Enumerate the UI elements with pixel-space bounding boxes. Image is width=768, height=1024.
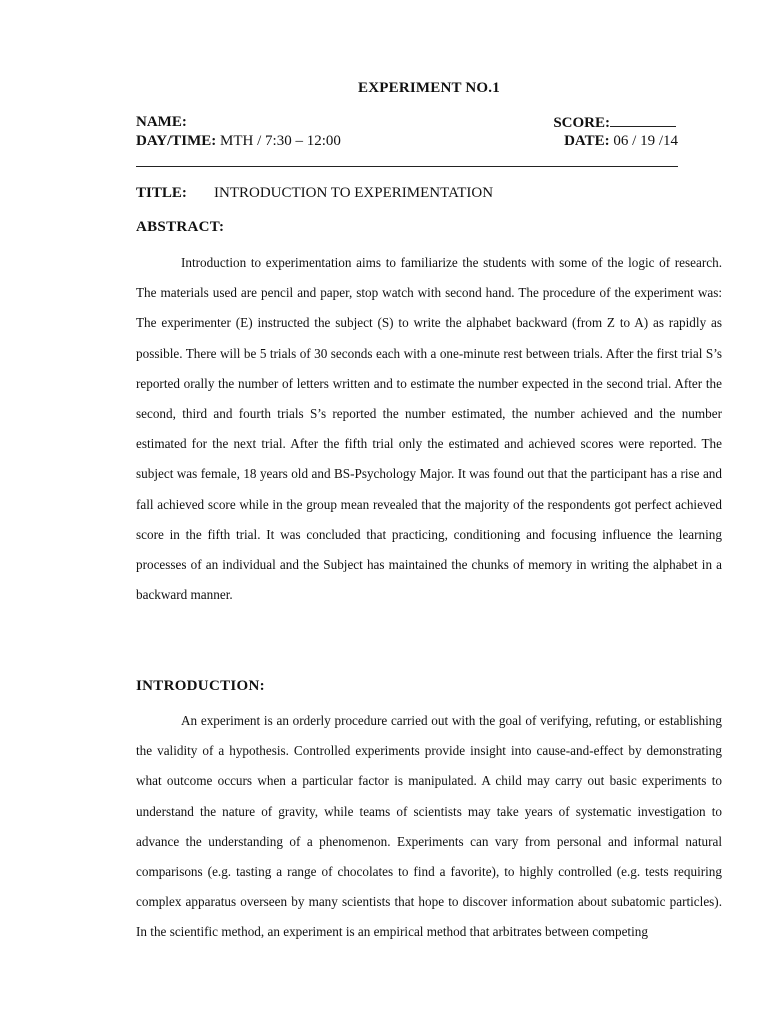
introduction-paragraph: An experiment is an orderly procedure carried out with the goal of verifying, refuting, or establishing the validity of a hypothesis. Controlled experiments provide insight into cause-and-effect by demonstrating what outcome occurs when a particular factor is manipulated. A child may carry out basic experiments to understand the nature of gravity, while teams of scientists may take years of systematic investigation to advance the understanding of a phenomenon. Experiments can vary from personal and informal natural comparisons (e.g. tasting a range of chocolates to find a favorite), to highly controlled (e.g. tests requiring complex apparatus overseen by many scientists that hope to discover information about subatomic particles). In the scientific method, an experiment is an empirical method that arbitrates between competing — [136, 713, 722, 940]
daytime-value: MTH / 7:30 – 12:00 — [220, 133, 341, 149]
name-field — [136, 114, 187, 132]
title-label: TITLE: — [136, 185, 187, 201]
title-value: INTRODUCTION TO EXPERIMENTATION — [214, 185, 494, 201]
name-score-row — [136, 114, 678, 132]
date-value: 06 / 19 /14 — [613, 133, 678, 149]
header-divider — [136, 166, 678, 167]
score-blank-line — [610, 114, 676, 127]
experiment-title: EXPERIMENT NO.1 — [358, 80, 500, 96]
date-label: DATE: — [564, 133, 610, 149]
daytime-date-row — [136, 133, 678, 150]
date-field — [564, 133, 678, 150]
score-field — [553, 114, 676, 132]
daytime-field — [136, 133, 341, 150]
title-line — [136, 185, 493, 202]
abstract-paragraph: Introduction to experimentation aims to familiarize the students with some of the logic of research. The materials used are pencil and paper, stop watch with second hand. The procedure of the experiment was: The experimenter (E) instructed the subject (S) to write the alphabet backward (from Z to A) as rapidly as possible. There will be 5 trials of 30 seconds each with a one-minute rest between trials. After the first trial S’s reported orally the number of letters written and to estimate the number expected in the second trial. After the second, third and fourth trials S’s reported the number estimated, the number achieved and the number estimated for the next trial. After the fifth trial only the estimated and achieved scores were reported. The subject was female, 18 years old and BS-Psychology Major. It was found out that the participant has a rise and fall achieved score while in the group mean revealed that the majority of the respondents got perfect achieved score in the fifth trial. It was concluded that practicing, conditioning and focusing influence the learning processes of an individual and the Subject has maintained the chunks of memory in writing the alphabet in a backward manner. — [136, 255, 722, 603]
abstract-heading: ABSTRACT: — [136, 219, 225, 235]
daytime-label: DAY/TIME: — [136, 133, 217, 149]
score-label: SCORE: — [553, 115, 610, 131]
name-label: NAME: — [136, 114, 187, 130]
introduction-heading: INTRODUCTION: — [136, 678, 265, 694]
